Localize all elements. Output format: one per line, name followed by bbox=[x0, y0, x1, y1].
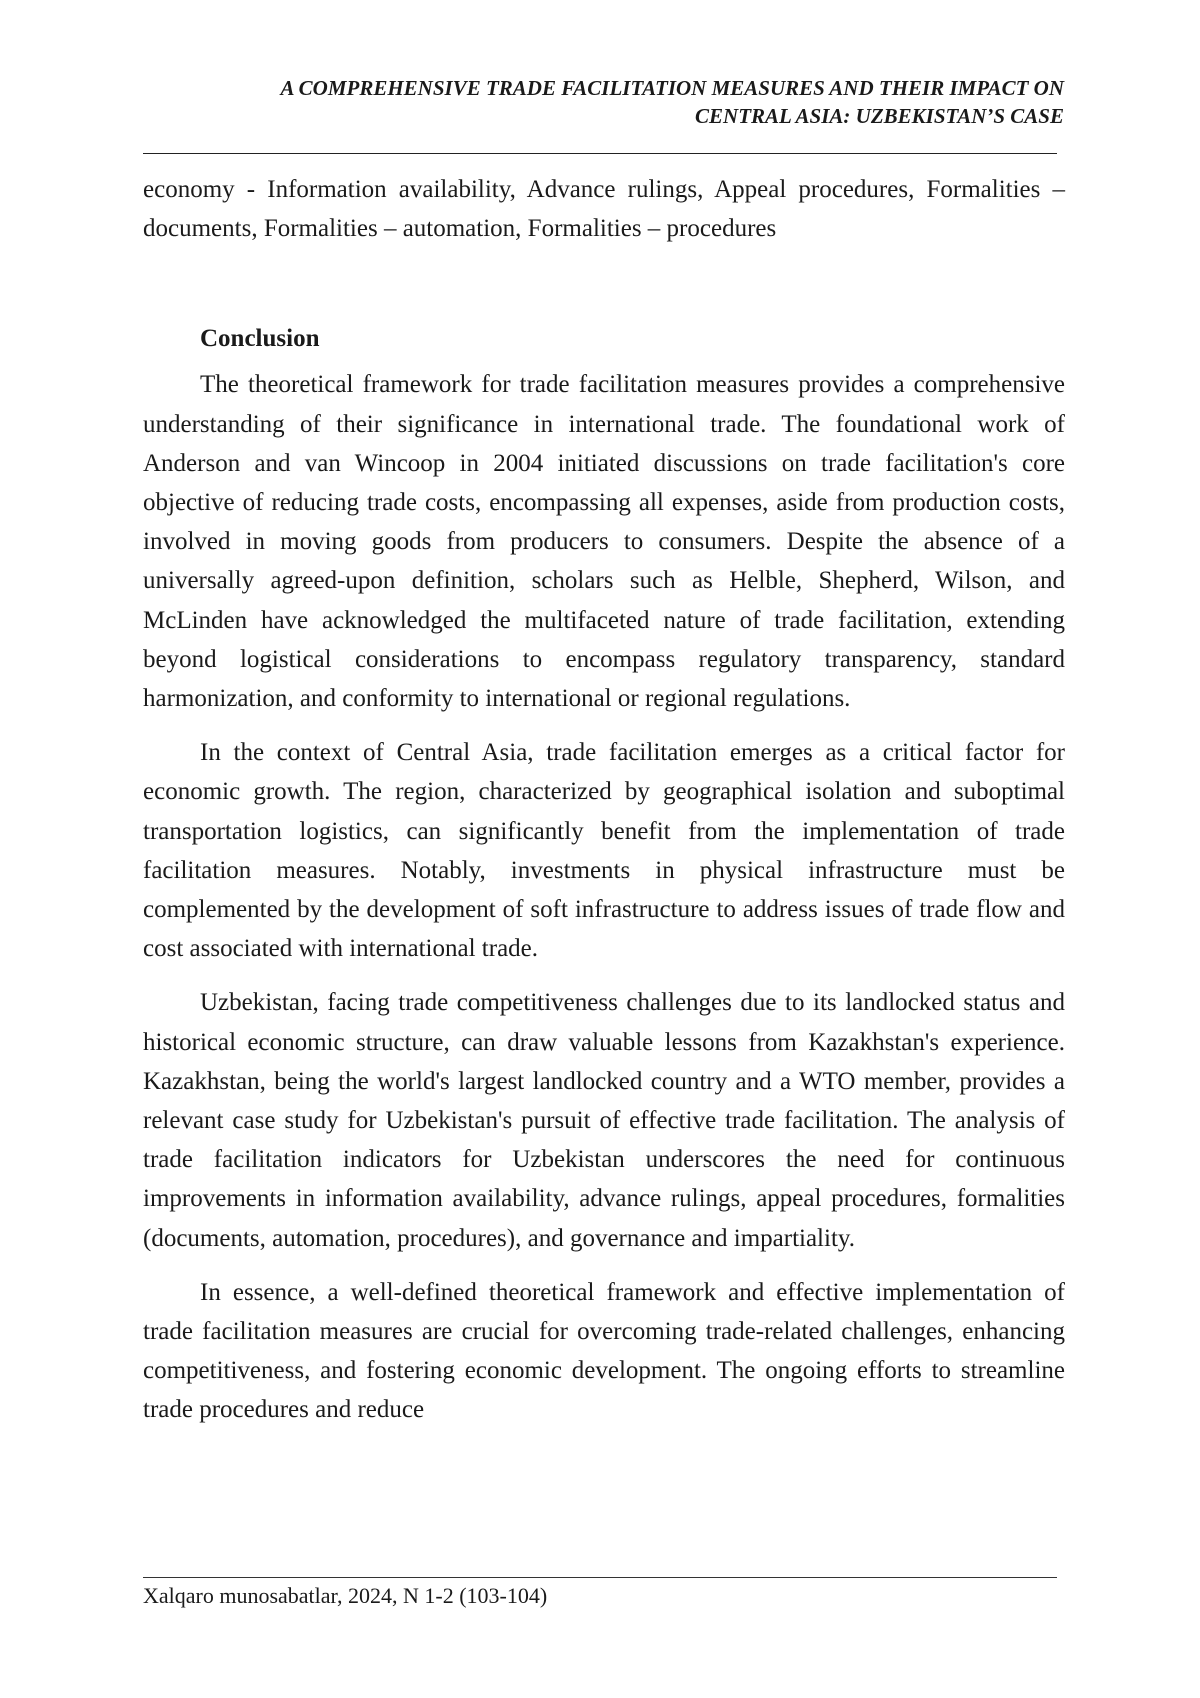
paragraph-4: In essence, a well-defined theoretical framework and effective implementation of trade facilitation measures are crucial for overcoming trade-related challenges, enhancing competitiveness, and fostering economic development. The ongoing efforts to streamline trade procedures and reduce bbox=[143, 1278, 1065, 1424]
continuation-paragraph: economy - Information availability, Advance rulings, Appeal procedures, Formalities – documents, Formalities – automation, Formalities – procedures bbox=[143, 176, 1065, 243]
running-header-line-2: CENTRAL ASIA: UZBEKISTAN’S CASE bbox=[695, 104, 1064, 128]
footer-citation: Xalqaro munosabatlar, 2024, N 1-2 (103-104) bbox=[143, 1583, 548, 1608]
running-header-line-1: A COMPREHENSIVE TRADE FACILITATION MEASURES AND THEIR IMPACT ON bbox=[280, 76, 1064, 100]
article-body bbox=[143, 170, 1065, 1445]
footer-rule bbox=[143, 1577, 1057, 1578]
paragraph-3: Uzbekistan, facing trade competitiveness challenges due to its landlocked status and historical economic structure, can draw valuable lessons from Kazakhstan's experience. Kazakhstan, being the world's largest landlocked country and a WTO member, provides a relevant case study for Uzbekistan's pursuit of effective trade facilitation. The analysis of trade facilitation indicators for Uzbekistan underscores the need for continuous improvements in information availability, advance rulings, appeal procedures, formalities (documents, automation, procedures), and governance and impartiality. bbox=[143, 989, 1065, 1252]
paragraph-1: The theoretical framework for trade facilitation measures provides a comprehensive understanding of their significance in international trade. The foundational work of Anderson and van Wincoop in 2004 initiated discussions on trade facilitation's core objective of reducing trade costs, encompassing all expenses, aside from production costs, involved in moving goods from producers to consumers. Despite the absence of a universally agreed-upon definition, scholars such as Helble, Shepherd, Wilson, and McLinden have acknowledged the multifaceted nature of trade facilitation, extending beyond logistical considerations to encompass regulatory transparency, standard harmonization, and conformity to international or regional regulations. bbox=[143, 371, 1065, 713]
running-header bbox=[140, 74, 1064, 130]
paragraph-2: In the context of Central Asia, trade facilitation emerges as a critical factor for economic growth. The region, characterized by geographical isolation and suboptimal transportation logistics, can significantly benefit from the implementation of trade facilitation measures. Notably, investments in physical infrastructure must be complemented by the development of soft infrastructure to address issues of trade flow and cost associated with international trade. bbox=[143, 739, 1065, 963]
section-heading: Conclusion bbox=[200, 325, 320, 353]
header-rule bbox=[143, 153, 1057, 154]
